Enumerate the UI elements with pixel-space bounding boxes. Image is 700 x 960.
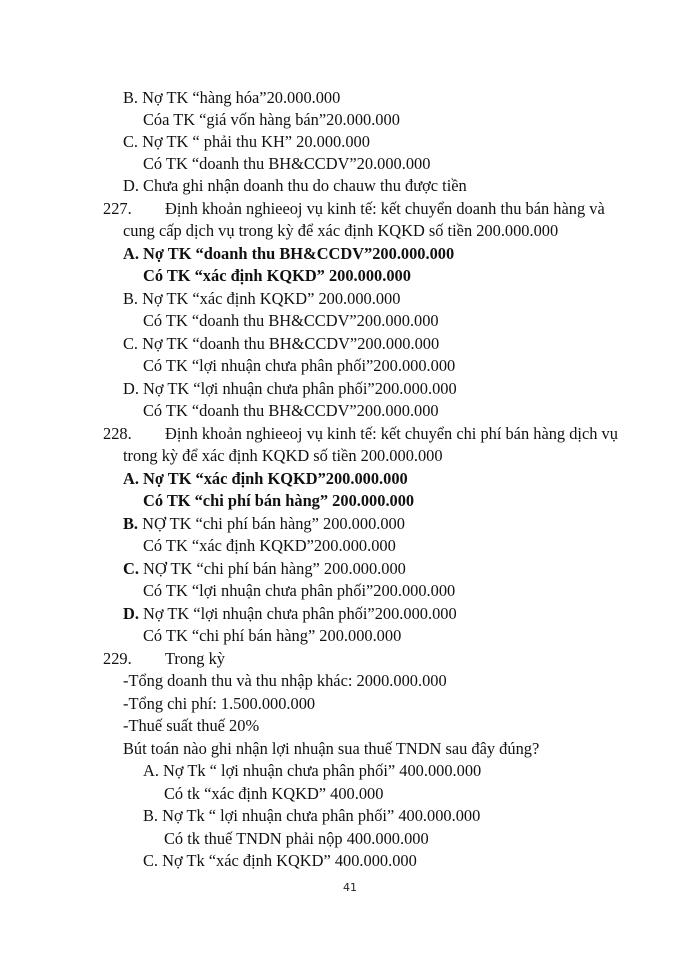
q229-option-a-credit: Có tk “xác định KQKD” 400.000 (164, 784, 384, 803)
option-debit-text: Nợ TK “xác định KQKD”200.000.000 (143, 469, 408, 488)
option-c-debit (123, 131, 370, 153)
q227-option-c-credit: Có TK “lợi nhuận chưa phân phối”200.000.000 (143, 356, 456, 375)
question-229-stem (103, 648, 225, 670)
question-228-stem (103, 423, 618, 445)
fact-tax-rate: -Thuế suất thuế 20% (123, 716, 260, 735)
q229-option-c-debit (143, 850, 417, 872)
option-label: A. (123, 244, 139, 263)
option-c-credit: Có TK “doanh thu BH&CCDV”20.000.000 (143, 154, 431, 173)
q228-option-d-debit (123, 603, 457, 625)
q228-option-d-credit: Có TK “chi phí bán hàng” 200.000.000 (143, 626, 402, 645)
option-debit-text: Nợ TK “lợi nhuận chưa phân phối”200.000.000 (143, 379, 457, 398)
q228-option-c-debit (123, 558, 406, 580)
option-debit-text: Chưa ghi nhận doanh thu do chauw thu được tiền (143, 176, 467, 195)
q227-option-d-credit: Có TK “doanh thu BH&CCDV”200.000.000 (143, 401, 439, 420)
question-227-stem (103, 198, 605, 220)
question-text: Định khoản nghieeoj vụ kinh tế: kết chuyển doanh thu bán hàng và (165, 199, 605, 218)
q227-option-c-debit (123, 333, 439, 355)
option-debit-text: NỢ TK “chi phí bán hàng” 200.000.000 (143, 559, 406, 578)
option-label: D. (123, 379, 139, 398)
q227-option-a-credit: Có TK “xác định KQKD” 200.000.000 (143, 266, 411, 285)
question-number: 228. (103, 424, 132, 443)
option-label: D. (123, 176, 139, 195)
q227-option-b-debit (123, 288, 400, 310)
option-debit-text: Nợ TK “lợi nhuận chưa phân phối”200.000.000 (143, 604, 457, 623)
q229-option-b-debit (143, 805, 480, 827)
option-label: A. (123, 469, 139, 488)
question-text: Trong kỳ (165, 649, 225, 668)
question-number: 227. (103, 199, 132, 218)
question-number: 229. (103, 649, 132, 668)
q227-option-d-debit (123, 378, 457, 400)
option-label: C. (123, 334, 139, 353)
page-number: 41 (343, 881, 357, 894)
option-label: B. (123, 88, 139, 107)
q228-option-c-credit: Có TK “lợi nhuận chưa phân phối”200.000.000 (143, 581, 456, 600)
option-label: C. (123, 132, 139, 151)
option-label: D. (123, 604, 139, 623)
question-text: Định khoản nghieeoj vụ kinh tế: kết chuyển chi phí bán hàng dịch vụ (165, 424, 618, 443)
option-d-text (123, 175, 467, 197)
q229-option-a-debit (143, 760, 481, 782)
option-debit-text: Nợ TK “ phải thu KH” 20.000.000 (142, 132, 370, 151)
q227-option-a-debit (123, 243, 454, 265)
option-label: B. (123, 514, 139, 533)
option-label: B. (143, 806, 159, 825)
q228-option-a-debit (123, 468, 408, 490)
option-debit-text: Nợ TK “hàng hóa”20.000.000 (142, 88, 341, 107)
option-label: C. (123, 559, 139, 578)
q228-option-b-credit: Có TK “xác định KQKD”200.000.000 (143, 536, 396, 555)
question-228-stem-cont: trong kỳ để xác định KQKD số tiền 200.000.000 (123, 446, 443, 465)
option-debit-text: Nợ TK “xác định KQKD” 200.000.000 (142, 289, 401, 308)
q227-option-b-credit: Có TK “doanh thu BH&CCDV”200.000.000 (143, 311, 439, 330)
question-229-prompt: Bút toán nào ghi nhận lợi nhuận sua thuế TNDN sau đây đúng? (123, 739, 540, 758)
option-b-credit: Cóa TK “giá vốn hàng bán”20.000.000 (143, 110, 400, 129)
option-debit-text: Nợ Tk “xác định KQKD” 400.000.000 (162, 851, 417, 870)
option-label: B. (123, 289, 139, 308)
question-227-stem-cont: cung cấp dịch vụ trong kỳ để xác định KQKD số tiền 200.000.000 (123, 221, 559, 240)
option-label: C. (143, 851, 159, 870)
option-label: A. (143, 761, 159, 780)
option-debit-text: Nợ Tk “ lợi nhuận chưa phân phối” 400.000.000 (163, 761, 482, 780)
q229-option-b-credit: Có tk thuế TNDN phải nộp 400.000.000 (164, 829, 429, 848)
fact-total-cost: -Tổng chi phí: 1.500.000.000 (123, 694, 316, 713)
option-debit-text: Nợ TK “doanh thu BH&CCDV”200.000.000 (142, 334, 440, 353)
fact-total-revenue: -Tổng doanh thu và thu nhập khác: 2000.000.000 (123, 671, 447, 690)
option-debit-text: Nợ Tk “ lợi nhuận chưa phân phối” 400.000.000 (162, 806, 481, 825)
option-b-debit (123, 87, 340, 109)
option-debit-text: NỢ TK “chi phí bán hàng” 200.000.000 (142, 514, 405, 533)
q228-option-a-credit: Có TK “chi phí bán hàng” 200.000.000 (143, 491, 415, 510)
q228-option-b-debit (123, 513, 405, 535)
option-debit-text: Nợ TK “doanh thu BH&CCDV”200.000.000 (143, 244, 455, 263)
